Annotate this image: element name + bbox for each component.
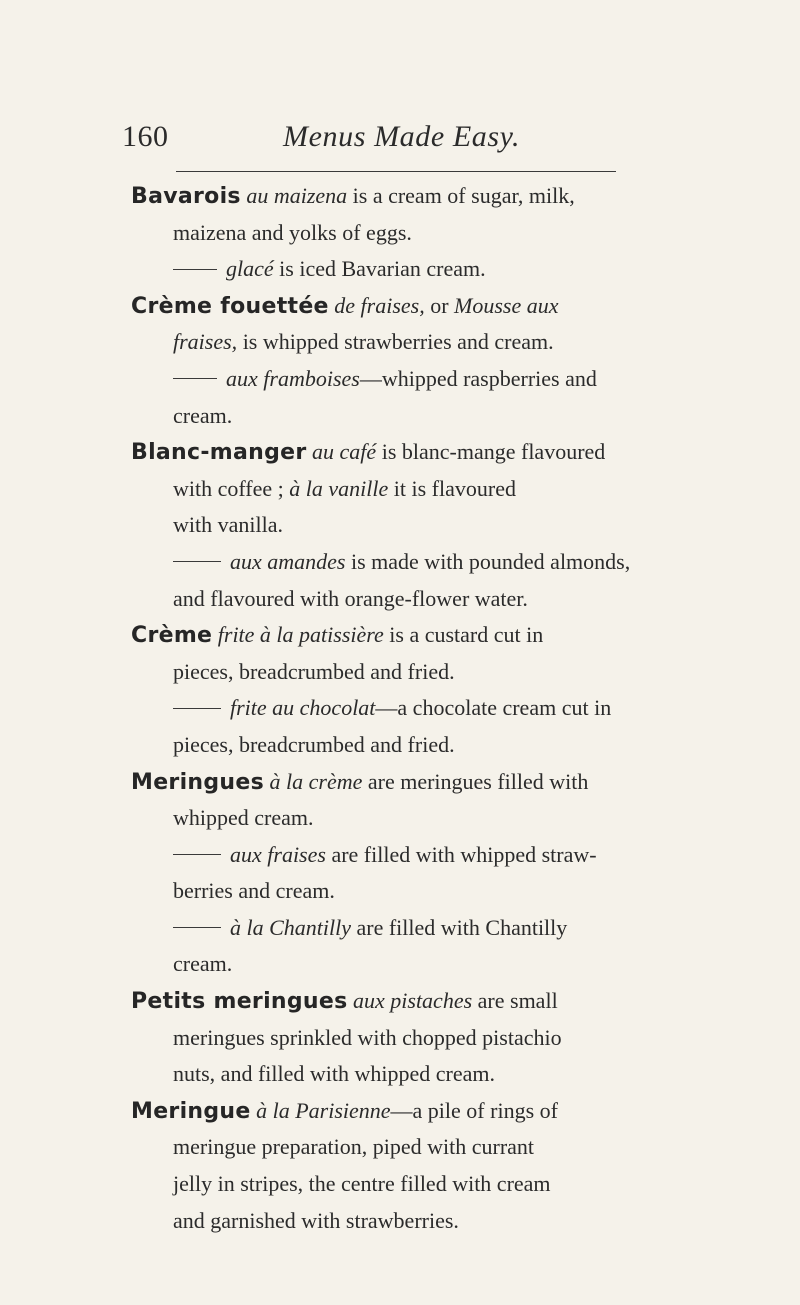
entry-line bbox=[0, 800, 800, 837]
entry-text: is a cream of sugar, milk, bbox=[352, 183, 575, 208]
entry-line bbox=[0, 507, 800, 544]
entry-line bbox=[0, 361, 800, 398]
entry-line bbox=[0, 1129, 800, 1166]
entry-line bbox=[0, 1093, 800, 1130]
italic-term: aux amandes bbox=[230, 548, 346, 574]
running-title: Menus Made Easy. bbox=[283, 120, 521, 153]
italic-term: frite au chocolat bbox=[230, 695, 376, 721]
entry-line bbox=[0, 398, 800, 435]
entry-text: —a chocolate cream cut in bbox=[375, 695, 612, 721]
entry-line bbox=[0, 690, 800, 727]
entry-text: meringues sprinkled with chopped pistachio bbox=[173, 1024, 562, 1050]
entry-text: and garnished with strawberries. bbox=[173, 1207, 459, 1233]
entry-text: —a pile of rings of bbox=[390, 1097, 558, 1123]
ditto-dash bbox=[173, 561, 221, 562]
entry-blanc-manger bbox=[0, 434, 800, 617]
entry-text: cream. bbox=[173, 951, 233, 977]
entry-text: are filled with whipped straw- bbox=[331, 841, 597, 867]
italic-term: aux fraises bbox=[230, 841, 326, 867]
entry-text: are small bbox=[477, 988, 558, 1014]
entry-line bbox=[0, 1203, 800, 1240]
entry-heading: Petits meringues bbox=[131, 989, 348, 1015]
entry-text: or bbox=[430, 292, 449, 318]
italic-term: à la Chantilly bbox=[230, 914, 351, 940]
ditto-dash bbox=[173, 708, 221, 709]
entry-text: berries and cream. bbox=[173, 878, 335, 904]
entry-text: are meringues filled with bbox=[367, 768, 589, 794]
entry-text: it is flavoured bbox=[393, 475, 516, 501]
entry-line bbox=[0, 837, 800, 874]
entry-line bbox=[0, 434, 800, 471]
entry-heading: Crème fouettée bbox=[131, 293, 329, 319]
entry-heading: Bavarois bbox=[131, 184, 241, 209]
entry-text: cream. bbox=[173, 402, 233, 428]
italic-term: fraises, bbox=[173, 329, 238, 355]
italic-term: à la Parisienne bbox=[256, 1097, 391, 1123]
entry-line bbox=[0, 910, 800, 947]
entry-line bbox=[0, 983, 800, 1020]
entry-text: pieces, breadcrumbed and fried. bbox=[173, 731, 455, 757]
entry-text: jelly in stripes, the centre filled with cream bbox=[173, 1171, 551, 1197]
entry-line bbox=[0, 1020, 800, 1057]
ditto-dash bbox=[173, 269, 217, 270]
entry-text: with coffee ; bbox=[173, 475, 284, 501]
entry-line bbox=[0, 727, 800, 764]
entry-line bbox=[0, 946, 800, 983]
entry-text: nuts, and filled with whipped cream. bbox=[173, 1061, 495, 1087]
entry-heading: Crème bbox=[131, 623, 213, 649]
entry-line bbox=[0, 544, 800, 581]
italic-term: à la crème bbox=[269, 768, 363, 794]
entry-line bbox=[0, 1056, 800, 1093]
entry-text: is whipped strawberries and cream. bbox=[242, 329, 554, 355]
entry-text: is blanc-mange flavoured bbox=[381, 439, 606, 465]
ditto-dash bbox=[173, 378, 217, 379]
ditto-dash bbox=[173, 927, 221, 928]
entry-line bbox=[0, 288, 800, 325]
entry-line bbox=[0, 178, 800, 215]
italic-term: Mousse aux bbox=[454, 292, 559, 318]
entry-line bbox=[0, 617, 800, 654]
entry-line bbox=[0, 1166, 800, 1203]
entry-text: —whipped raspberries and bbox=[359, 365, 597, 391]
italic-term: au maizena bbox=[246, 183, 348, 208]
entry-text: meringue preparation, piped with currant bbox=[173, 1134, 535, 1160]
entry-line bbox=[0, 215, 800, 252]
entry-line bbox=[0, 654, 800, 691]
ditto-dash bbox=[173, 854, 221, 855]
entry-meringues bbox=[0, 764, 800, 984]
entry-text: is made with pounded almonds, bbox=[350, 548, 631, 574]
entry-text: is a custard cut in bbox=[389, 622, 544, 648]
entry-creme-fouettee bbox=[0, 288, 800, 434]
italic-term: au café bbox=[312, 439, 377, 465]
entry-petits-meringues bbox=[0, 983, 800, 1093]
entry-line bbox=[0, 324, 800, 361]
entry-heading: Meringues bbox=[131, 769, 264, 795]
entry-line bbox=[0, 764, 800, 801]
entry-text: is iced Bavarian cream. bbox=[279, 256, 486, 282]
italic-term: glacé bbox=[226, 256, 274, 282]
entry-text: and flavoured with orange-flower water. bbox=[173, 585, 528, 611]
entry-line bbox=[0, 581, 800, 618]
page-number: 160 bbox=[122, 120, 169, 153]
entry-heading: Blanc-manger bbox=[131, 440, 307, 466]
menu-glossary bbox=[0, 178, 800, 1239]
entry-heading: Meringue bbox=[131, 1098, 251, 1124]
entry-text: maizena and yolks of eggs. bbox=[173, 219, 412, 245]
italic-term: aux framboises bbox=[226, 365, 360, 391]
italic-term: aux pistaches bbox=[353, 988, 473, 1014]
header-rule bbox=[176, 171, 616, 172]
entry-text: pieces, breadcrumbed and fried. bbox=[173, 658, 455, 684]
italic-term: frite à la patissière bbox=[217, 622, 384, 648]
entry-text: are filled with Chantilly bbox=[356, 914, 568, 940]
entry-creme-frite bbox=[0, 617, 800, 763]
italic-term: à la vanille bbox=[289, 475, 389, 501]
italic-term: de fraises, bbox=[334, 292, 425, 318]
entry-line bbox=[0, 251, 800, 288]
entry-meringue-parisienne bbox=[0, 1093, 800, 1239]
entry-bavarois bbox=[0, 178, 800, 288]
entry-text: whipped cream. bbox=[173, 805, 314, 831]
entry-line bbox=[0, 471, 800, 508]
entry-line bbox=[0, 873, 800, 910]
entry-text: with vanilla. bbox=[173, 512, 283, 538]
page-header bbox=[122, 118, 682, 162]
